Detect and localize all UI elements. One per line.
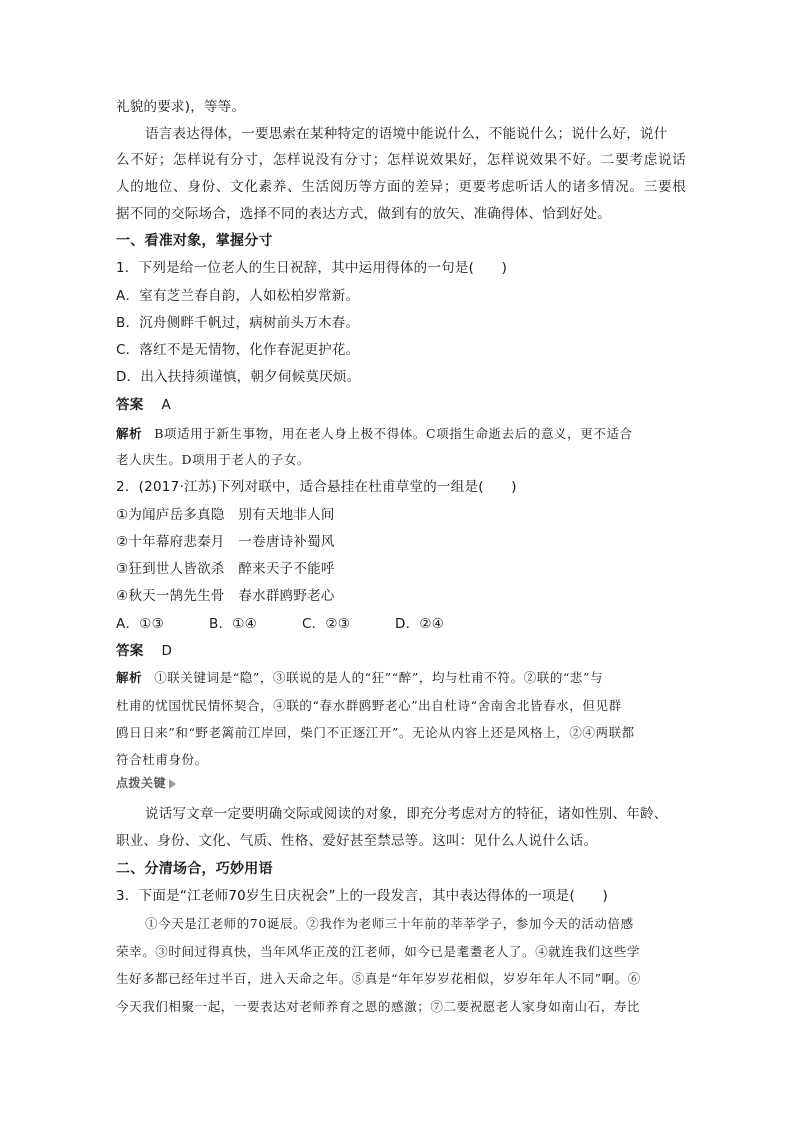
paragraph-line: 据不同的交际场合，选择不同的表达方式，做到有的放矢、准确得体、恰到好处。 xyxy=(116,206,611,222)
question-stem: 2．(2017·江苏)下列对联中，适合悬挂在杜甫草堂的一组是( ) xyxy=(116,479,517,495)
couplet-item: ②十年幕府悲秦月 一卷唐诗补蜀风 xyxy=(116,534,335,550)
paragraph-line: 语言表达得体，一要思索在某种特定的语境中能说什么，不能说什么；说什么好，说什 xyxy=(145,126,668,142)
answer-value: A xyxy=(161,397,171,413)
analysis-line: 解析 B项适用于新生事物，用在老人身上极不得体。C项指生命逝去后的意义，更不适合 xyxy=(116,426,633,441)
choice-a: A．①③ xyxy=(116,616,164,632)
answer-row xyxy=(116,641,686,661)
analysis-line: 鸥日日来”和“野老篱前江岸回，柴门不正逐江开”。无论从内容上还是风格上，②④两联都 xyxy=(116,725,635,740)
text-line: 礼貌的要求)，等等。 xyxy=(116,99,246,115)
tip-heading xyxy=(116,774,176,791)
option-a: A．室有芝兰春自韵，人如松柏岁常新。 xyxy=(116,288,360,304)
play-arrow-icon xyxy=(169,779,176,789)
question-stem: 1．下列是给一位老人的生日祝辞，其中运用得体的一句是( ) xyxy=(116,260,508,276)
tip-label: 点拨关键 xyxy=(116,776,167,790)
passage-line: ①今天是江老师的70诞辰。②我作为老师三十年前的莘莘学子，参加今天的活动倍感 xyxy=(145,916,634,931)
choice-b: B．①④ xyxy=(209,616,257,632)
question-stem: 3．下面是“江老师70岁生日庆祝会”上的一段发言，其中表达得体的一项是( ) xyxy=(116,888,609,904)
passage-line: 生好多都已经年过半百，进入天命之年。⑤真是“年年岁岁花相似，岁岁年年人不同”啊。⑥ xyxy=(116,971,641,986)
analysis-line: 老人庆生。D项用于老人的子女。 xyxy=(116,452,311,467)
answer-value: D xyxy=(161,643,173,659)
section-heading: 二、分清场合，巧妙用语 xyxy=(116,861,273,877)
answer-row xyxy=(116,395,686,415)
analysis-line: 符合杜甫身份。 xyxy=(116,752,208,767)
analysis-line: 解析 ①联关键词是“隐”，③联说的是人的“狂”“醉”，均与杜甫不符。②联的“悲”与 xyxy=(116,670,604,685)
passage-line: 荣幸。③时间过得真快，当年风华正茂的江老师，如今已是耄耋老人了。④就连我们这些学 xyxy=(116,944,641,959)
passage-line: 今天我们相聚一起，一要表达对老师养育之恩的感激；⑦二要祝愿老人家身如南山石，寿比 xyxy=(116,999,641,1014)
answer-label: 答案 xyxy=(116,397,144,413)
analysis-label: 解析 xyxy=(116,670,143,685)
choice-d: D．②④ xyxy=(395,616,445,632)
analysis-line: 杜甫的忧国忧民情怀契合，④联的“春水群鸥野老心”出自杜诗“舍南舍北皆春水，但见群 xyxy=(116,698,622,713)
choices-row xyxy=(116,614,686,634)
couplet-item: ③狂到世人皆欲杀 醉来天子不能呼 xyxy=(116,561,335,577)
couplet-item: ①为闻庐岳多真隐 别有天地非人间 xyxy=(116,507,335,523)
option-b: B．沉舟侧畔千帆过，病树前头万木春。 xyxy=(116,315,360,331)
answer-label: 答案 xyxy=(116,643,144,659)
option-d: D．出入扶持须谨慎，朝夕伺候莫厌烦。 xyxy=(116,369,361,385)
paragraph-line: 人的地位、身份、文化素养、生活阅历等方面的差异；更要考虑听话人的诸多情况。三要根 xyxy=(116,179,686,195)
paragraph-line: 说话写文章一定要明确交际或阅读的对象，即充分考虑对方的特征，诸如性别、年龄、 xyxy=(145,806,668,822)
couplet-item: ④秋天一鹄先生骨 春水群鸥野老心 xyxy=(116,588,335,604)
choice-c: C．②③ xyxy=(302,616,351,632)
option-c: C．落红不是无情物，化作春泥更护花。 xyxy=(116,342,360,358)
section-heading: 一、看准对象，掌握分寸 xyxy=(116,233,273,249)
analysis-label: 解析 xyxy=(116,426,143,441)
paragraph-line: 么不好；怎样说有分寸，怎样说没有分寸；怎样说效果好，怎样说效果不好。二要考虑说话 xyxy=(116,152,686,168)
paragraph-line: 职业、身份、文化、气质、性格、爱好甚至禁忌等。这叫：见什么人说什么话。 xyxy=(116,833,598,849)
